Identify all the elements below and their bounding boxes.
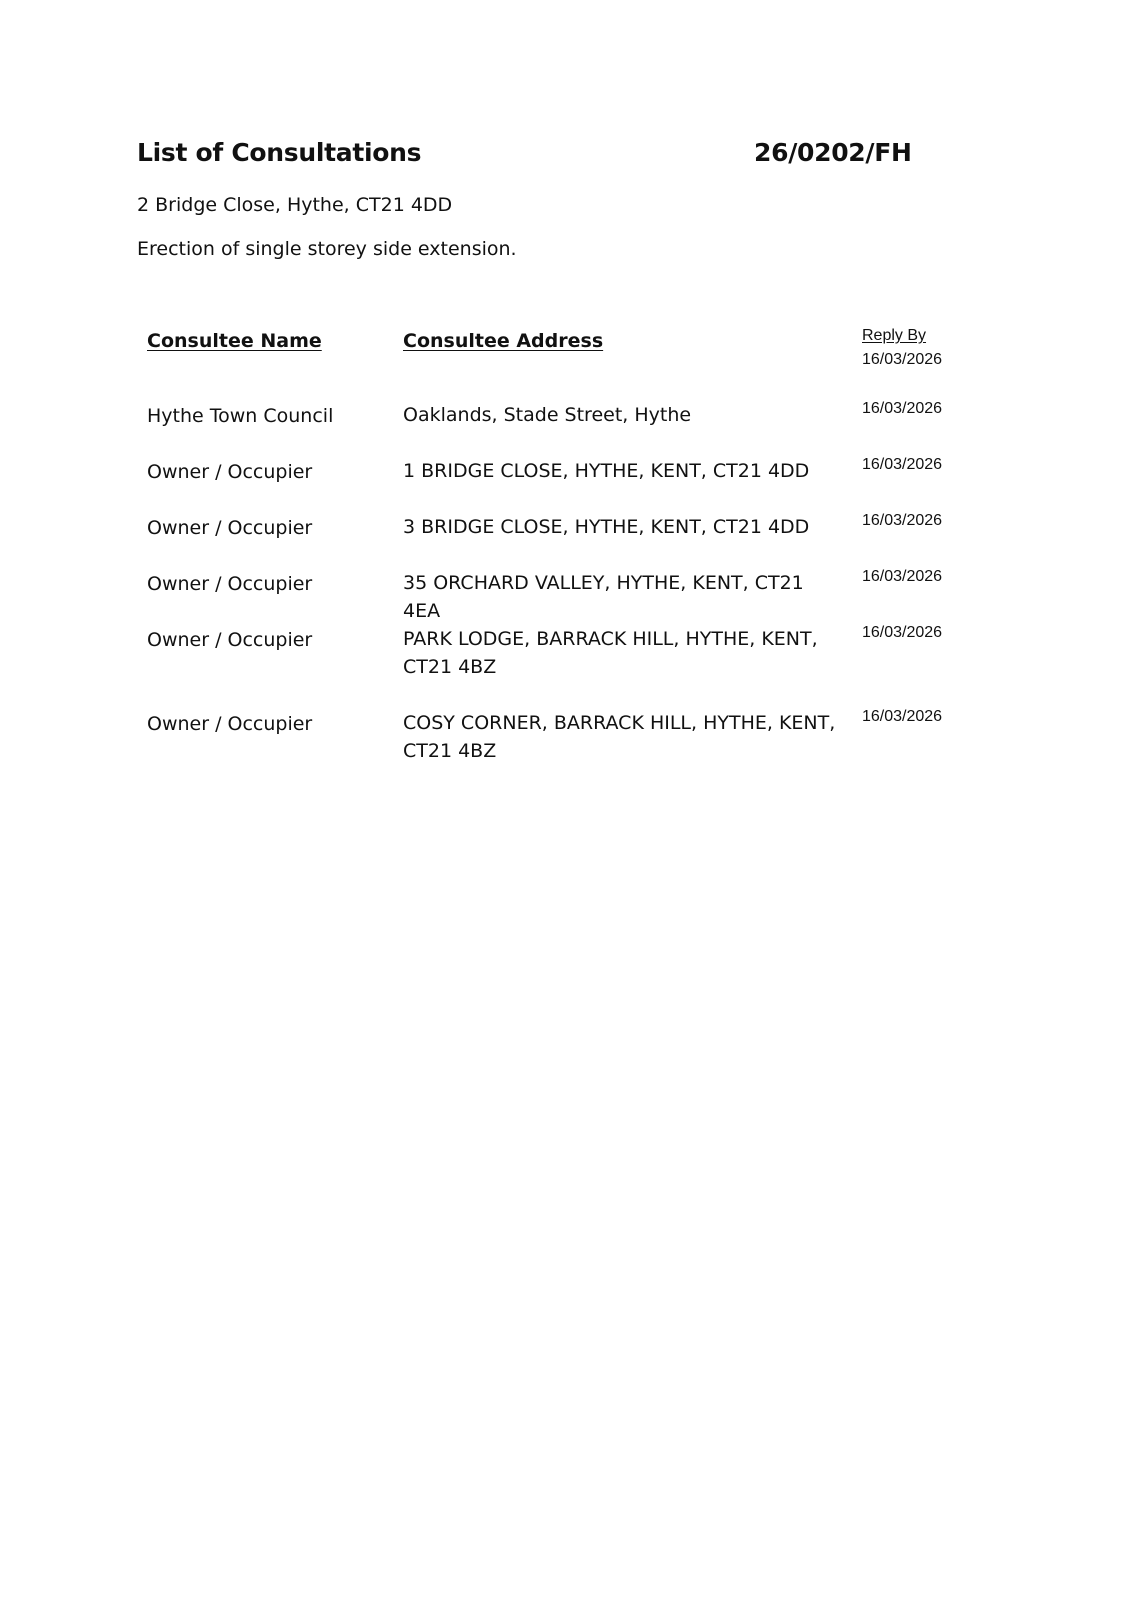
site-address: 2 Bridge Close, Hythe, CT21 4DD <box>137 194 453 216</box>
consultee-address: 35 ORCHARD VALLEY, HYTHE, KENT, CT21 4EA <box>403 572 804 622</box>
page-title: List of Consultations <box>137 138 422 167</box>
reply-by-label: Reply By <box>862 327 927 344</box>
reply-by-date: 16/03/2026 <box>862 512 943 529</box>
consultee-name: Owner / Occupier <box>147 629 313 651</box>
consultee-address: COSY CORNER, BARRACK HILL, HYTHE, KENT, CT21 4BZ <box>403 712 836 762</box>
header-reply-by <box>862 327 942 369</box>
consultee-name: Owner / Occupier <box>147 461 313 483</box>
consultee-address: Oaklands, Stade Street, Hythe <box>403 404 692 426</box>
consultee-name: Owner / Occupier <box>147 573 313 595</box>
reply-by-date: 16/03/2026 <box>862 624 943 641</box>
reply-by-date: 16/03/2026 <box>862 568 943 585</box>
consultee-address: 1 BRIDGE CLOSE, HYTHE, KENT, CT21 4DD <box>403 460 810 482</box>
consultee-name: Hythe Town Council <box>147 405 334 427</box>
reply-by-date: 16/03/2026 <box>862 456 943 473</box>
reply-by-date: 16/03/2026 <box>862 400 943 417</box>
consultee-address: 3 BRIDGE CLOSE, HYTHE, KENT, CT21 4DD <box>403 516 810 538</box>
application-reference: 26/0202/FH <box>754 138 912 167</box>
consultee-name: Owner / Occupier <box>147 517 313 539</box>
header-consultee-name: Consultee Name <box>147 330 322 352</box>
consultee-address: PARK LODGE, BARRACK HILL, HYTHE, KENT, CT21 4BZ <box>403 628 818 678</box>
header-consultee-address: Consultee Address <box>403 330 604 352</box>
proposal-description: Erection of single storey side extension. <box>137 238 517 260</box>
reply-by-header-date: 16/03/2026 <box>862 351 943 368</box>
consultee-name: Owner / Occupier <box>147 713 313 735</box>
reply-by-date: 16/03/2026 <box>862 708 943 725</box>
